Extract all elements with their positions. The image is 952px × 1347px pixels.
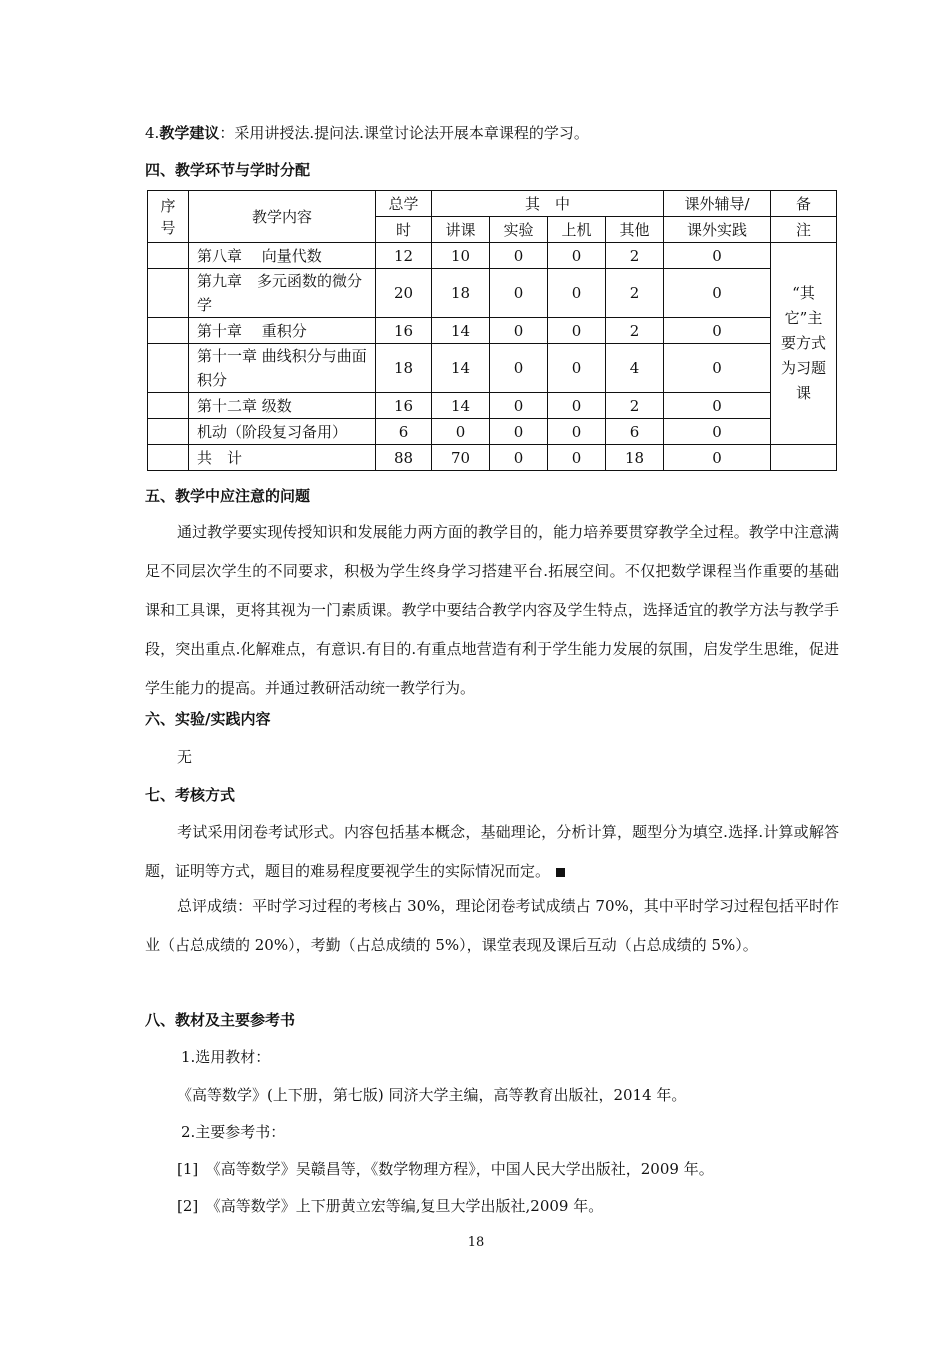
header-note-1: 备 [771,191,837,217]
header-total-1: 总学 [376,191,432,217]
note-cell: “其它”主要方式为习题课 [771,243,837,445]
section-6-heading: 六、实验/实践内容 [145,710,271,728]
teaching-suggestion [145,123,845,143]
header-lab: 实验 [490,217,548,243]
section-7-paragraph-1: 考试采用闭卷考试形式。内容包括基本概念，基础理论，分析计算，题型分为填空.选择.计算或解答题，证明等方式，题目的难易程度要视学生的实际情况而定。 [145,823,839,880]
header-lecture: 讲课 [432,217,490,243]
section-5-paragraph: 通过教学要实现传授知识和发展能力两方面的教学目的，能力培养要贯穿教学全过程。教学中注意满足不同层次学生的不同要求，积极为学生终身学习搭建平台.拓展空间。不仅把数学课程当作重要的基础课和工具课，更将其视为一门素质课。教学中要结合教学内容及学生特点，选择适宜的教学方法与教学手段，突出重点.化解难点，有意识.有目的.有重点地营造有利于学生能力发展的氛围，启发学生思维，促进学生能力的提高。并通过教研活动统一教学行为。 [145,523,839,697]
suggestion-text: ：采用讲授法.提问法.课堂讨论法开展本章课程的学习。 [219,124,589,142]
suggestion-number: 4. [145,124,160,142]
header-extra-1: 课外辅导/ [664,191,771,217]
section-6-text: 无 [177,748,193,766]
header-among: 其 中 [432,191,664,217]
page-number: 18 [467,1235,485,1250]
section-8-heading: 八、教材及主要参考书 [145,1011,296,1029]
header-extra-2: 课外实践 [664,217,771,243]
header-note-2: 注 [771,217,837,243]
textbook-label: 1.选用教材： [181,1048,271,1066]
suggestion-label: 教学建议 [159,124,220,142]
end-square-icon [556,868,565,877]
table-row: 第十一章 曲线积分与曲面积分 18 14 0 0 4 0 [148,344,837,393]
header-content: 教学内容 [189,191,376,243]
reference-2: [2] 《高等数学》上下册黄立宏等编,复旦大学出版社,2009 年。 [177,1197,604,1215]
header-total-2: 时 [376,217,432,243]
section-5-heading: 五、教学中应注意的问题 [145,487,311,505]
section-7-paragraph-2: 总评成绩：平时学习过程的考核占 30%，理论闭卷考试成绩占 70%，其中平时学习过程包括平时作业（占总成绩的 20%），考勤（占总成绩的 5%），课堂表现及课后互动（占总成绩的 5%）。 [145,897,839,954]
header-computer: 上机 [548,217,606,243]
reference-1: [1] 《高等数学》吴赣昌等，《数学物理方程》，中国人民大学出版社，2009 年。 [177,1160,714,1178]
section-4-heading: 四、教学环节与学时分配 [145,161,311,179]
table-row: 第十章 重积分 16 14 0 0 2 0 [148,318,837,344]
references-label: 2.主要参考书： [181,1123,286,1141]
table-row: 第九章 多元函数的微分学 20 18 0 0 2 0 [148,269,837,318]
textbook-entry: 《高等数学》(上下册，第七版) 同济大学主编，高等教育出版社，2014 年。 [177,1086,687,1104]
header-other: 其他 [606,217,664,243]
header-seq: 序 号 [148,191,189,243]
table-sum-row: 共 计 88 70 0 0 18 0 [148,445,837,471]
table-row: 机动（阶段复习备用） 6 0 0 0 6 0 [148,419,837,445]
section-7-heading: 七、考核方式 [145,786,236,804]
hours-table [147,190,837,471]
table-row: 第十二章 级数 16 14 0 0 2 0 [148,393,837,419]
table-row: 第八章 向量代数 12 10 0 0 2 0 “其它”主要方式为习题课 [148,243,837,269]
